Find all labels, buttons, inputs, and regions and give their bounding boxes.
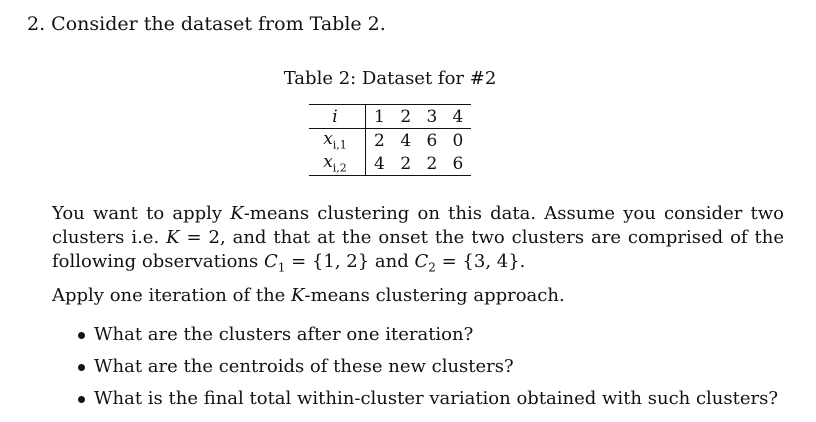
variable-subscript: i,2 bbox=[332, 161, 347, 175]
question-list bbox=[78, 323, 778, 419]
bullet-icon bbox=[78, 364, 85, 371]
question-text: What are the centroids of these new clusters? bbox=[94, 356, 514, 377]
math-variable-c2: C bbox=[414, 251, 429, 272]
math-subscript: 1 bbox=[277, 260, 286, 275]
table-cell: 4 bbox=[400, 130, 412, 151]
table-header-row bbox=[309, 105, 471, 129]
math-variable-k: K bbox=[230, 203, 244, 224]
column-header: 1 bbox=[366, 105, 393, 129]
header-label: i bbox=[309, 105, 366, 129]
table-cell: 2 bbox=[373, 130, 385, 151]
row-label bbox=[309, 129, 366, 153]
math-subscript: 2 bbox=[428, 260, 436, 275]
variable-name: x bbox=[323, 129, 333, 150]
list-item bbox=[78, 323, 778, 355]
variable-subscript: i,1 bbox=[332, 138, 347, 152]
table-cell: 0 bbox=[452, 130, 464, 151]
table-cell: 2 bbox=[400, 153, 412, 174]
question-text: What are the clusters after one iteration? bbox=[94, 324, 474, 345]
table-cell: 4 bbox=[373, 153, 385, 174]
column-header: 4 bbox=[445, 105, 471, 129]
column-header: 3 bbox=[419, 105, 445, 129]
text-span: = {3, 4}. bbox=[435, 251, 526, 272]
text-span: -means clustering on this data. Assume you consider two clusters i.e. bbox=[52, 203, 784, 248]
list-item bbox=[78, 387, 778, 419]
bullet-icon bbox=[78, 332, 85, 339]
text-span: You want to apply bbox=[52, 203, 231, 224]
text-span: Apply one iteration of the bbox=[52, 285, 292, 306]
text-span: -means clustering approach. bbox=[304, 285, 565, 306]
variable-name: x bbox=[323, 152, 333, 173]
list-item bbox=[78, 355, 778, 387]
problem-description bbox=[52, 202, 784, 280]
table-cell: 2 bbox=[426, 153, 438, 174]
question-text: What is the final total within-cluster variation obtained with such clusters? bbox=[94, 388, 779, 409]
table-cell: 6 bbox=[426, 130, 438, 151]
text-span: = {1, 2} and bbox=[285, 251, 415, 272]
math-variable-k: K bbox=[166, 227, 180, 248]
table-caption: Table 2: Dataset for #2 bbox=[283, 68, 497, 89]
instruction bbox=[52, 284, 784, 308]
table-row bbox=[309, 129, 471, 153]
text-span: = 2, and that at the onset the two clusters are comprised of the following observations bbox=[52, 227, 784, 272]
row-label bbox=[309, 152, 366, 176]
table-row bbox=[309, 152, 471, 176]
column-header: 2 bbox=[393, 105, 419, 129]
problem-heading: 2. Consider the dataset from Table 2. bbox=[27, 13, 386, 35]
math-variable-k: K bbox=[291, 285, 305, 306]
bullet-icon bbox=[78, 396, 85, 403]
math-variable-c1: C bbox=[263, 251, 278, 272]
table-cell: 6 bbox=[452, 153, 464, 174]
dataset-table bbox=[309, 104, 471, 176]
